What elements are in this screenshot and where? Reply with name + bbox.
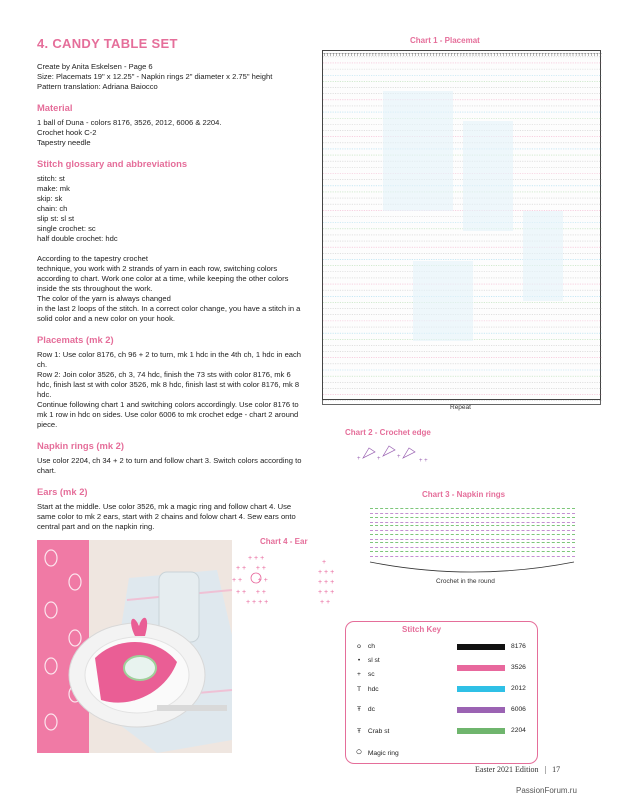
chart4-title: Chart 4 - Ear [260, 537, 308, 546]
hdc-mark: T [514, 52, 517, 57]
hdc-mark: T [395, 52, 399, 57]
color-code: 2204 [511, 727, 526, 734]
hdc-mark: T [501, 52, 505, 57]
hdc-mark: T [556, 52, 560, 57]
svg-text:+ + +: + + + [318, 589, 335, 596]
hdc-mark: T [553, 52, 557, 57]
hdc-mark: T [432, 52, 435, 57]
hdc-mark: T [486, 52, 490, 57]
hdc-mark: T [562, 52, 566, 57]
dc-symbol: Ŧ [356, 706, 362, 713]
stitch-key-title: Stitch Key [402, 625, 442, 634]
repeat-label: Repeat [450, 404, 471, 411]
crochet-edge-chart [355, 442, 435, 466]
hdc-mark: T [353, 52, 357, 57]
hdc-mark: T [583, 52, 587, 57]
table-set-photo [37, 540, 232, 753]
material-line: 1 ball of Duna - colors 8176, 3526, 2012, 6006 & 2204. [37, 118, 222, 127]
svg-text:+: + [322, 559, 327, 566]
ch-symbol: o [357, 643, 361, 650]
placemats-heading: Placemats (mk 2) [37, 334, 114, 345]
napkin-rings-text [37, 456, 305, 476]
hdc-mark: T [444, 52, 448, 57]
placemat-motif-area [413, 261, 473, 341]
svg-text:+: + [357, 456, 361, 462]
key-label: ch [367, 643, 375, 650]
hdc-mark: T [480, 52, 484, 57]
hdc-mark: T [423, 52, 426, 57]
chart1-title: Chart 1 - Placemat [410, 36, 480, 45]
technique-line: technique, you work with 2 strands of yarn in each row, switching colors according to chart. Work one color at a time, while keeping the other colors inside the sts throughout the work. [37, 264, 289, 293]
intro-line: Create by Anita Eskelsen - Page 6 [37, 62, 153, 71]
hdc-mark: T [371, 52, 375, 57]
watermark: PassionForum.ru [516, 786, 577, 795]
key-row [352, 748, 399, 757]
hdc-mark: T [417, 52, 420, 57]
svg-text:+ + + +: + + + + [236, 589, 266, 596]
stitch-key [345, 621, 538, 764]
hdc-mark: T [341, 52, 344, 57]
hdc-mark: T [453, 52, 457, 57]
placemat-grid [323, 51, 602, 401]
hdc-mark: T [577, 52, 581, 57]
hdc-mark: T [350, 52, 354, 57]
hdc-mark: T [489, 52, 493, 57]
page-title: 4. CANDY TABLE SET [37, 36, 178, 51]
hdc-mark: T [362, 52, 366, 57]
glossary-line: half double crochet: hdc [37, 234, 118, 243]
chart2-title: Chart 2 - Crochet edge [345, 428, 431, 437]
key-label: dc [367, 706, 375, 713]
glossary-line: single crochet: sc [37, 224, 96, 233]
key-row [352, 706, 375, 713]
ears-heading: Ears (mk 2) [37, 486, 88, 497]
placemats-line: Row 2: Join color 3526, ch 3, 74 hdc, finish the 73 sts with color 8176, mk 6 hdc, finish last st with color 3526, mk 8 hdc, finish last st with color 8176, mk 8 hdc. [37, 370, 300, 399]
crab-st-symbol: Ŧ [356, 728, 362, 735]
napkin-rings-heading: Napkin rings (mk 2) [37, 440, 124, 451]
svg-text:+ + + +: + + + + [236, 565, 266, 572]
hdc-mark: T [368, 52, 372, 57]
hdc-mark: T [586, 52, 590, 57]
key-label: hdc [367, 686, 379, 693]
placemats-text [37, 350, 305, 430]
hdc-mark: T [468, 52, 472, 57]
intro-line: Pattern translation: Adriana Baiocco [37, 82, 158, 91]
glossary-line: make: mk [37, 184, 70, 193]
napkin-chart-row [370, 534, 575, 540]
placemat-chart [322, 50, 601, 400]
edition-label: Easter 2021 Edition [475, 765, 539, 774]
hdc-mark: T [383, 52, 387, 57]
hdc-mark: T [462, 52, 466, 57]
hdc-mark: T [386, 52, 390, 57]
glossary-heading: Stitch glossary and abbreviations [37, 158, 188, 169]
hdc-mark: T [541, 52, 545, 57]
left-column [37, 62, 305, 532]
hdc-mark: T [407, 52, 411, 57]
key-row [352, 728, 389, 735]
technique-text [37, 254, 305, 324]
hdc-mark: T [410, 52, 414, 57]
hdc-mark: T [374, 52, 378, 57]
hdc-mark: T [595, 52, 599, 57]
hdc-mark: T [544, 52, 548, 57]
napkin-chart-row [370, 551, 575, 557]
intro [37, 62, 305, 92]
hdc-mark: T [426, 52, 429, 57]
key-row [352, 671, 375, 678]
key-row [352, 686, 379, 693]
round-label: Crochet in the round [436, 578, 495, 585]
key-label: Magic ring [367, 750, 399, 757]
hdc-mark: T [377, 52, 381, 57]
technique-line: The color of the yarn is always changed [37, 294, 171, 303]
hdc-mark: T [389, 52, 393, 57]
hdc-mark: T [447, 52, 451, 57]
napkin-ring-chart [370, 508, 575, 560]
key-label: sc [367, 671, 375, 678]
material-list [37, 118, 305, 148]
material-line: Tapestry needle [37, 138, 91, 147]
hdc-mark: T [507, 52, 511, 57]
hdc-mark: T [435, 52, 438, 57]
hdc-mark: T [420, 52, 423, 57]
ear-chart [226, 552, 346, 610]
placemat-motif-area [383, 91, 453, 211]
hdc-mark: T [532, 52, 535, 57]
hdc-mark: T [474, 52, 478, 57]
color-code: 2012 [511, 685, 526, 692]
hdc-mark: T [356, 52, 360, 57]
svg-text:+: + [377, 456, 381, 462]
hdc-mark: T [498, 52, 502, 57]
hdc-mark: T [574, 52, 578, 57]
key-label: sl st [367, 657, 380, 664]
color-swatch [457, 728, 505, 734]
glossary-line: slip st: sl st [37, 214, 75, 223]
hdc-mark: T [329, 52, 332, 57]
ears-line: Start at the middle. Use color 3526, mk a magic ring and follow chart 4. Use same color to mk 2 ears, start with 2 chains and folow chart 4. Sew ears onto central part and on the napkin ring. [37, 502, 296, 531]
hdc-mark: T [598, 52, 602, 57]
material-line: Crochet hook C-2 [37, 128, 97, 137]
magic-ring-symbol: ○ [355, 746, 363, 758]
hdc-mark: T [492, 52, 496, 57]
hdc-mark: T [459, 52, 463, 57]
hdc-mark: T [504, 52, 508, 57]
hdc-mark: T [429, 52, 432, 57]
napkin-chart-row [370, 517, 575, 523]
hdc-mark: T [559, 52, 563, 57]
glossary-line: chain: ch [37, 204, 68, 213]
hdc-mark: T [535, 52, 539, 57]
hdc-mark: T [571, 52, 575, 57]
hdc-mark: T [380, 52, 384, 57]
hdc-mark: T [456, 52, 460, 57]
hdc-mark: T [392, 52, 396, 57]
svg-text:+ + +: + + + [248, 555, 265, 562]
glossary-list [37, 174, 305, 244]
svg-text:+ + +: + + + [318, 569, 335, 576]
hdc-mark: T [398, 52, 402, 57]
color-code: 6006 [511, 706, 526, 713]
hdc-mark: T [483, 52, 487, 57]
hdc-mark: T [338, 52, 341, 57]
hdc-mark: T [538, 52, 542, 57]
hdc-mark: T [450, 52, 454, 57]
svg-text:+ + +: + + + [318, 579, 335, 586]
hdc-mark: T [359, 52, 363, 57]
napkin-chart-row [370, 508, 575, 514]
hdc-mark: T [580, 52, 584, 57]
hdc-mark: T [565, 52, 569, 57]
technique-line: in the last 2 loops of the stitch. In a correct color change, you have a stitch in a solid color and a new color on your hook. [37, 304, 301, 323]
color-code: 8176 [511, 643, 526, 650]
hdc-mark: T [547, 52, 551, 57]
hdc-mark: T [592, 52, 596, 57]
hdc-mark: T [523, 52, 526, 57]
hdc-mark: T [589, 52, 593, 57]
hdc-mark: T [441, 52, 445, 57]
hdc-mark: T [365, 52, 369, 57]
hdc-mark: T [326, 52, 329, 57]
hdc-mark: T [529, 52, 532, 57]
svg-text:+ +: + + [419, 458, 428, 464]
chart3-title: Chart 3 - Napkin rings [422, 490, 506, 499]
svg-text:+ + + +: + + + + [246, 599, 269, 606]
key-row [352, 643, 375, 650]
page-number: 17 [552, 765, 561, 774]
color-code: 3526 [511, 664, 526, 671]
svg-text:+ +: + + [320, 599, 331, 606]
placemats-line: Continue following chart 1 and switching colors accordingly. Use color 8176 to mk 1 row in hdc on sides. Use color 6006 to mk crochet edge - chart 2 around piece. [37, 400, 299, 429]
svg-text:+ + + +: + + + + [232, 577, 268, 584]
hdc-mark: T [520, 52, 523, 57]
key-label: Crab st [367, 728, 390, 735]
napkin-rings-line: Use color 2204, ch 34 + 2 to turn and follow chart 3. Switch colors according to chart. [37, 456, 302, 475]
hdc-mark: T [413, 52, 417, 57]
hdc-mark: T [526, 52, 529, 57]
hdc-mark: T [477, 52, 481, 57]
napkin-chart-row [370, 542, 575, 548]
photo-illustration [37, 540, 232, 753]
hdc-mark: T [517, 52, 520, 57]
sc-symbol: + [357, 671, 361, 678]
color-swatch [457, 644, 505, 650]
hdc-symbol: T [356, 686, 362, 693]
placemat-motif-area [463, 121, 513, 231]
ears-text [37, 502, 305, 532]
round-arc [366, 560, 578, 578]
hdc-mark: T [347, 52, 351, 57]
hdc-mark: T [511, 52, 514, 57]
material-heading: Material [37, 102, 73, 113]
sl-st-symbol: • [357, 657, 361, 664]
color-swatch [457, 686, 505, 692]
hdc-mark: T [495, 52, 499, 57]
svg-text:+: + [397, 454, 401, 460]
hdc-mark: T [465, 52, 469, 57]
placemats-line: Row 1: Use color 8176, ch 96 + 2 to turn, mk 1 hdc in the 4th ch, 1 hdc in each ch. [37, 350, 302, 369]
hdc-mark: T [438, 52, 441, 57]
footer [475, 765, 560, 774]
color-swatch [457, 665, 505, 671]
placemat-motif-area [523, 211, 563, 301]
color-swatch [457, 707, 505, 713]
hdc-mark: T [471, 52, 475, 57]
hdc-mark: T [332, 52, 335, 57]
hdc-mark: T [335, 52, 338, 57]
hdc-mark: T [568, 52, 572, 57]
intro-line: Size: Placemats 19" x 12.25" - Napkin rings 2" diameter x 2.75" height [37, 72, 273, 81]
glossary-line: skip: sk [37, 194, 63, 203]
technique-line: According to the tapestry crochet [37, 254, 149, 263]
key-row [352, 657, 380, 664]
hdc-mark: T [550, 52, 554, 57]
footer-separator: | [544, 765, 547, 774]
hdc-mark: T [344, 52, 347, 57]
napkin-chart-row [370, 525, 575, 531]
glossary-line: stitch: st [37, 174, 65, 183]
hdc-mark: T [404, 52, 408, 57]
hdc-mark: T [401, 52, 405, 57]
hdc-mark: T [323, 52, 326, 57]
